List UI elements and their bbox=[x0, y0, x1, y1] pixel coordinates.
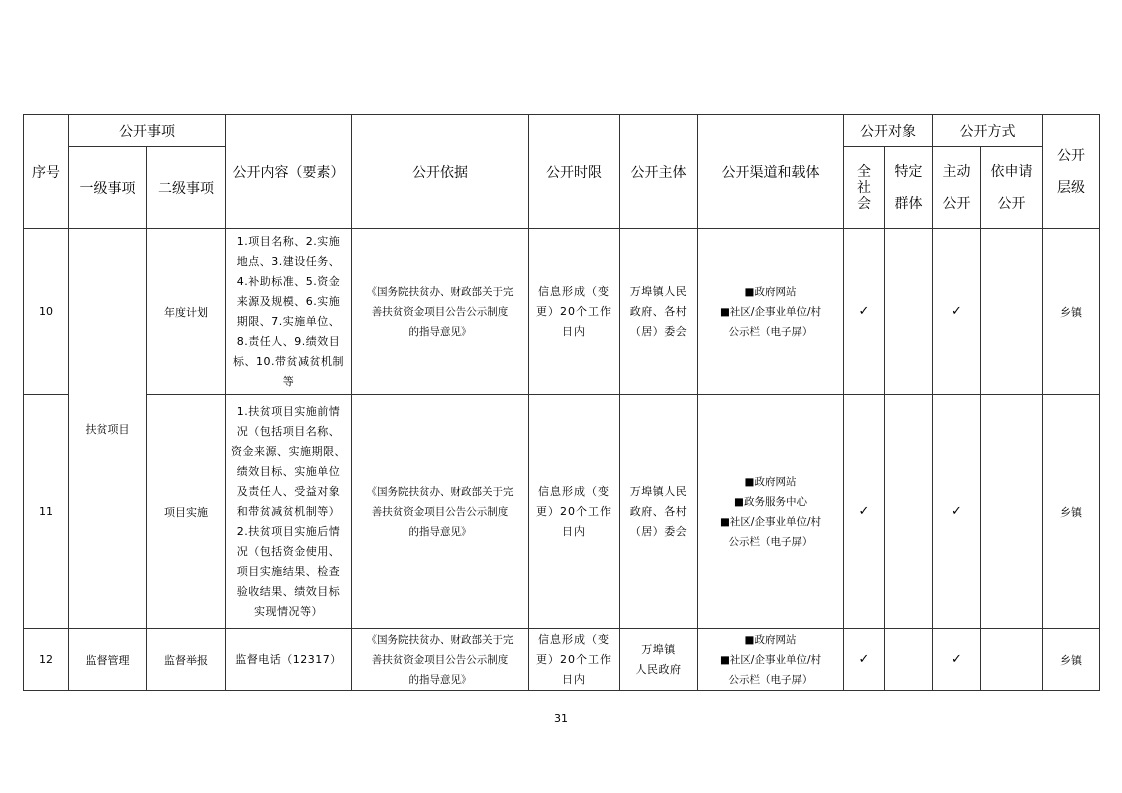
row-method-request bbox=[981, 229, 1043, 395]
row-basis: 《国务院扶贫办、财政部关于完 善扶贫资金项目公告公示制度 的指导意见》 bbox=[352, 229, 529, 395]
header-subject: 公开主体 bbox=[620, 115, 698, 229]
check-icon: ✓ bbox=[933, 229, 981, 395]
check-icon: ✓ bbox=[933, 629, 981, 691]
header-target-specific: 特定 群体 bbox=[885, 147, 933, 229]
header-channel: 公开渠道和载体 bbox=[698, 115, 844, 229]
row-basis: 《国务院扶贫办、财政部关于完 善扶贫资金项目公告公示制度 的指导意见》 bbox=[352, 629, 529, 691]
header-method-group: 公开方式 bbox=[933, 115, 1043, 147]
disclosure-table bbox=[23, 114, 1100, 691]
row-level2: 项目实施 bbox=[147, 395, 226, 629]
row-period: 信息形成（变 更）20个工作 日内 bbox=[529, 629, 620, 691]
row-subject: 万埠镇人民 政府、各村 （居）委会 bbox=[620, 229, 698, 395]
table-row bbox=[24, 229, 1100, 395]
row-channel: ■政府网站 ■政务服务中心 ■社区/企事业单位/村 公示栏（电子屏） bbox=[698, 395, 844, 629]
row-target-specific bbox=[885, 629, 933, 691]
row-subject: 万埠镇 人民政府 bbox=[620, 629, 698, 691]
check-icon: ✓ bbox=[844, 629, 885, 691]
page-number: 31 bbox=[554, 712, 568, 725]
header-row-1 bbox=[24, 115, 1100, 147]
row-method-request bbox=[981, 629, 1043, 691]
row-content: 1.项目名称、2.实施 地点、3.建设任务、 4.补助标准、5.资金 来源及规模、6.实施 期限、7.实施单位、 8.责任人、9.绩效目 标、10.带贫减贫机制 等 bbox=[226, 229, 352, 395]
table-row bbox=[24, 629, 1100, 691]
row-level2: 年度计划 bbox=[147, 229, 226, 395]
row-level: 乡镇 bbox=[1043, 229, 1100, 395]
row-number: 11 bbox=[24, 395, 69, 629]
row-method-request bbox=[981, 395, 1043, 629]
header-target-group: 公开对象 bbox=[844, 115, 933, 147]
row-number: 10 bbox=[24, 229, 69, 395]
row-content: 监督电话（12317） bbox=[226, 629, 352, 691]
row-period: 信息形成（变 更）20个工作 日内 bbox=[529, 229, 620, 395]
check-icon: ✓ bbox=[933, 395, 981, 629]
row-content: 1.扶贫项目实施前情 况（包括项目名称、 资金来源、实施期限、 绩效目标、实施单位 及责任人、受益对象 和带贫减贫机制等） 2.扶贫项目实施后情 况（包括资金使用、 项目实施结果、检查 验收结果、绩效目标 实现情况等） bbox=[226, 395, 352, 629]
row-basis: 《国务院扶贫办、财政部关于完 善扶贫资金项目公告公示制度 的指导意见》 bbox=[352, 395, 529, 629]
header-method-active: 主动 公开 bbox=[933, 147, 981, 229]
row-level1: 扶贫项目 bbox=[69, 229, 147, 629]
row-channel: ■政府网站 ■社区/企事业单位/村 公示栏（电子屏） bbox=[698, 629, 844, 691]
row-level2: 监督举报 bbox=[147, 629, 226, 691]
check-icon: ✓ bbox=[844, 229, 885, 395]
header-items-group: 公开事项 bbox=[69, 115, 226, 147]
row-subject: 万埠镇人民 政府、各村 （居）委会 bbox=[620, 395, 698, 629]
row-target-specific bbox=[885, 395, 933, 629]
header-level2: 二级事项 bbox=[147, 147, 226, 229]
row-period: 信息形成（变 更）20个工作 日内 bbox=[529, 395, 620, 629]
header-content: 公开内容（要素） bbox=[226, 115, 352, 229]
header-method-request: 依申请 公开 bbox=[981, 147, 1043, 229]
header-period: 公开时限 bbox=[529, 115, 620, 229]
row-target-specific bbox=[885, 229, 933, 395]
row-channel: ■政府网站 ■社区/企事业单位/村 公示栏（电子屏） bbox=[698, 229, 844, 395]
row-number: 12 bbox=[24, 629, 69, 691]
check-icon: ✓ bbox=[844, 395, 885, 629]
table-row bbox=[24, 395, 1100, 629]
header-level1: 一级事项 bbox=[69, 147, 147, 229]
row-level1: 监督管理 bbox=[69, 629, 147, 691]
header-basis: 公开依据 bbox=[352, 115, 529, 229]
header-target-all: 全 社 会 bbox=[844, 147, 885, 229]
row-level: 乡镇 bbox=[1043, 629, 1100, 691]
row-level: 乡镇 bbox=[1043, 395, 1100, 629]
header-seq: 序号 bbox=[24, 115, 69, 229]
header-level: 公开 层级 bbox=[1043, 115, 1100, 229]
